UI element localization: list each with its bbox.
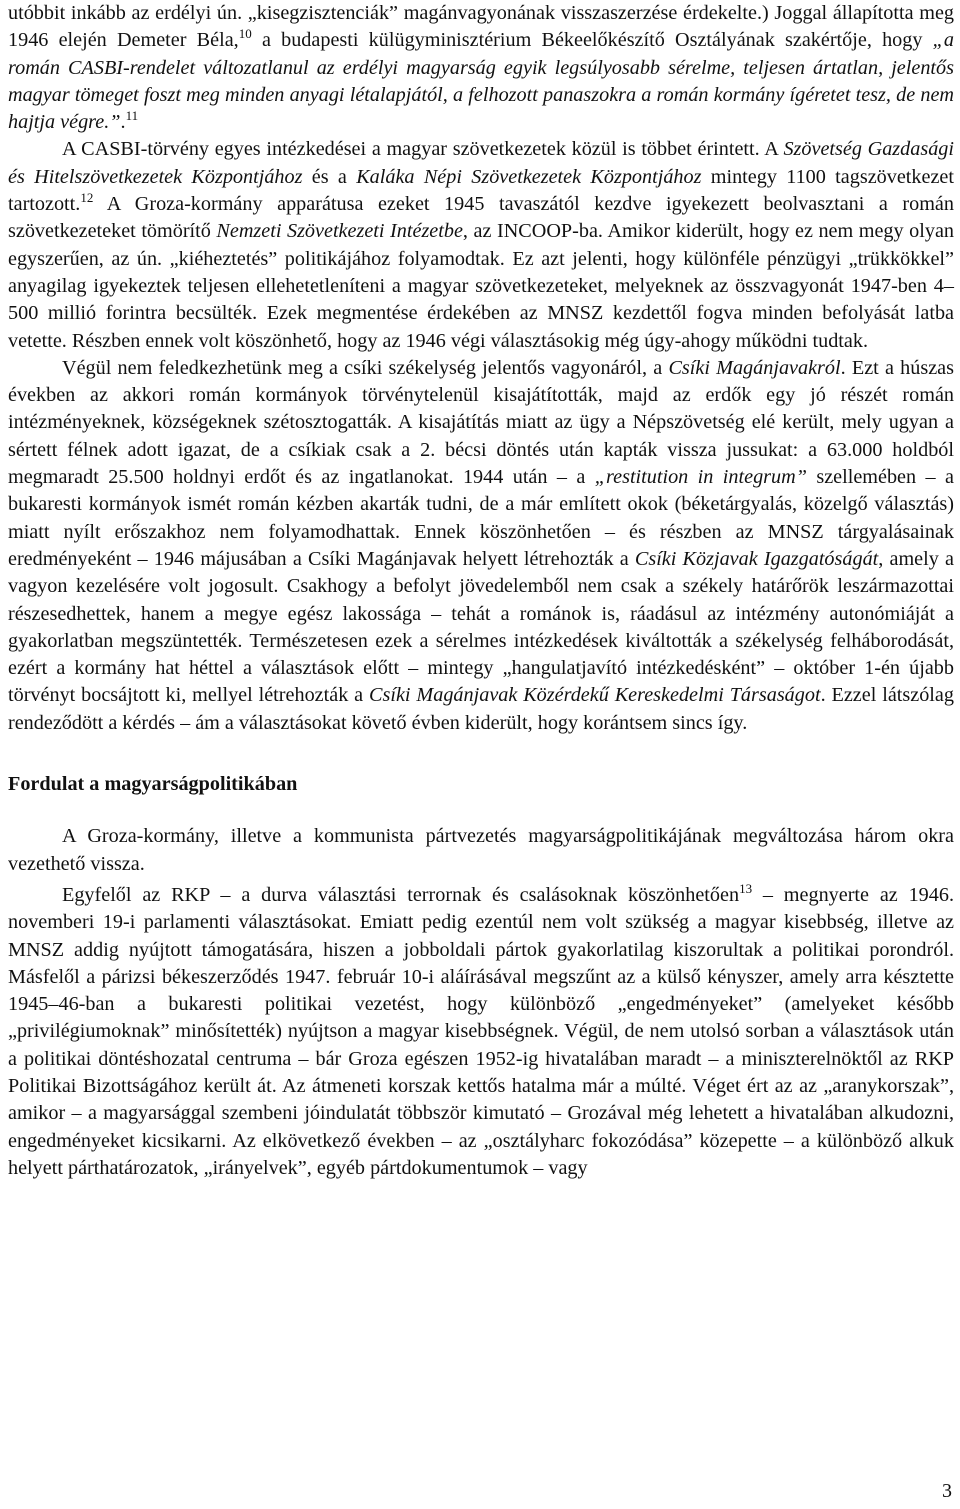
footnote-ref: 12 [80,190,94,206]
text-run: a budapesti külügyminisztérium Békeelőkészítő Osztályának szakértője, hogy [251,29,933,52]
text-run: . Ezzel látszólag rendeződött a kérdés – ám a választásokat követő évben kiderült, hogy korántsem sincs így. [8,684,954,734]
paragraph-2 [8,136,954,354]
paragraph-5 [8,882,954,1182]
text-run: A Groza-kormány apparátusa ezeket 1945 tavaszától kezdve igyekezett beolvasztani a román szövetkezeteket tömörítő [8,193,954,243]
text-run: – megnyerte az 1946. novemberi 19-i parlamenti választásokat. Emiatt pedig ezentúl nem volt szükség a magyar kisebbség, illetve az MNSZ addig nyújtott támogatására, hiszen a jobboldali pártok gyakorlatilag kiszorultak a politikai porondról. Másfelől a párizsi békeszerződés 1947. február 10-i aláírásával megszűnt az a külső kényszer, amely arra késztette 1945–46-ban a bukaresti politikai vezetést, hogy különböző „engedményeket” (amelyeket később „privilégiumoknak” minősítették) nyújtson a magyar kisebbségnek. Végül, de nem utolsó sorban a választások után a politikai döntéshozatal centruma – bár Groza egészen 1952-ig hivatalában maradt – a miniszterelnöktől az RKP Politikai Bizottságához került át. Az átmeneti korszak kettős hatalma már a múlté. Véget ért az az „aranykorszak”, amikor – a magyarsággal szembeni jóindulatát többször kimutató – Grozával még lehetett a hivatalában alkudozni, engedményeket kicsikarni. Az elkövetkező években – az „osztályharc fokozódása” közepette – a különböző alkuk helyett párthatározatok, „irányelvek”, egyéb pártdokumentumok – vagy [8,883,955,1179]
italic-run: „restitution in integrum” [594,466,807,489]
text-run: utóbbit inkább az erdélyi ún. „kisegzisztenciák” magánvagyonának visszaszerzése érdekelte.) Joggal állapította meg 1946 elején Demeter Béla, [8,2,954,52]
paragraph-4 [8,823,954,878]
italic-run: Nemzeti Szövetkezeti Intézetbe [216,220,463,243]
italic-run: Csíki Magánjavak Közérdekű Kereskedelmi Társaságot [369,684,821,707]
footnote-ref: 10 [238,26,252,42]
text-run: és a [302,165,357,188]
text-run: A CASBI-törvény egyes intézkedései a magyar szövetkezetek közül is többet érintett. A [62,138,784,161]
text-run: . Ezt a húszas években az akkori román kormányok törvénytelenül kisajátították, majd az erdők egy jó részét román intézményeknek, községeknek szétosztogatták. A kisajátítás miatt az ügy a Népszövetség elé került, mely ugyan a sértett félnek adott igazat, de a csíkiak csak a 2. bécsi döntés után kapták vissza jussukat: a 63.000 holdból megmaradt 25.500 holdnyi erdőt és az ingatlanokat. 1944 után – a [8,356,954,489]
section-heading: Fordulat a magyarságpolitikában [8,773,298,796]
text-run: . [120,111,126,134]
footnote-ref: 13 [739,880,753,896]
italic-run: „a román CASBI-rendelet változatlanul az erdélyi magyarság egyik legsúlyosabb sérelme, teljesen ártatlan, jelentős magyar tömeget foszt meg minden anyagi létalapjától, a felhozott panaszokra a román kormány ígéretet tesz, de nem hajtja végre.” [8,29,954,134]
page-number: 3 [942,1479,952,1502]
text-run: Egyfelől az RKP – a durva választási terrornak és csalásoknak köszönhetően [62,883,740,906]
text-run: , amely a vagyon kezelésére volt jogosult. Csakhogy a befolyt jövedelemből nem csak a székely határőrök leszármazottai részesedhettek, hanem a megye egész lakossága – tehát a románok is, ráadásul az intézmény autonómiáját a gyakorlatban megszüntették. Természetesen ezek a sérelmes intézkedések kiváltották a székelység felháborodását, ezért a kormány hat héttel a választások előtt – mintegy „hangulatjavító intézkedésként” – október 1-én újabb törvényt bocsájtott ki, mellyel létrehozták a [8,547,954,707]
paragraph-3 [8,355,954,737]
italic-run: Csíki Közjavak Igazgatóságát [634,547,879,570]
text-run: Végül nem feledkezhetünk meg a csíki székelység jelentős vagyonáról, a [62,356,669,379]
text-run: , az INCOOP-ba. Amikor kiderült, hogy ez nem megy olyan egyszerűen, az ún. „kiéheztetés” politikájához folyamodtak. Ez azt jelenti, hogy különféle pénzügyi „trükkökkel” anyagilag igyekeztek teljesen ellehetetleníteni a magyar szövetkezeteket, melyeknek az összvagyonát 1947-ben 4–500 millió forintra becsülték. Ezek megmentése érdekében az MNSZ kezdettől fogva minden befolyását latba vetette. Részben ennek volt köszönhető, hogy az 1946 végi választásokig még úgy-ahogy működni tudtak. [8,220,955,352]
footnote-ref: 11 [125,108,139,124]
paragraph-1 [8,0,954,136]
text-run: A Groza-kormány, illetve a kommunista pártvezetés magyarságpolitikájának megváltozása három okra vezethető vissza. [8,825,954,875]
document-page [8,0,954,1182]
italic-run: Csíki Magánjavakról [668,356,841,379]
text-run: szellemében – a bukaresti kormányok ismét román kézben akarták tudni, de a már említett okok (béketárgyalás, közelgő választás) miatt nyílt erőszakhoz nem folyamodhattak. Ennek köszönhetően – és részben az MNSZ tárgyalásainak eredményeként – 1946 májusában a Csíki Magánjavak helyett létrehozták a [8,466,954,570]
text-run: mintegy 1100 tagszövetkezet tartozott. [8,165,954,216]
italic-run: Szövetség Gazdasági és Hitelszövetkezetek Központjához [8,138,954,188]
italic-run: Kaláka Népi Szövetkezetek Központjához [356,165,702,188]
